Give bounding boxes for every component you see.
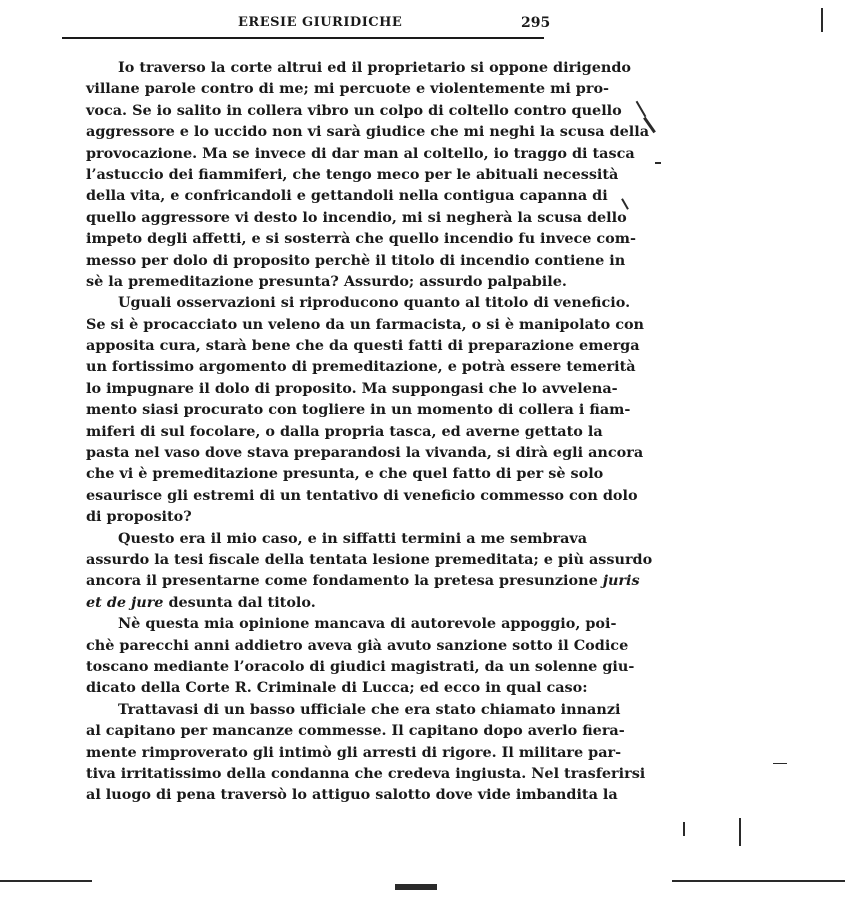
scan-mark xyxy=(773,763,787,764)
text-segment: di proposito? xyxy=(86,508,192,526)
page-number: 295 xyxy=(521,15,551,31)
text-segment: mento siasi procurato con togliere in un momento di collera i fiam- xyxy=(86,401,631,419)
text-segment: un fortissimo argomento di premeditazione, e potrà essere temerità xyxy=(86,358,636,376)
text-line xyxy=(86,421,603,442)
text-line xyxy=(86,784,618,805)
text-line xyxy=(86,143,635,164)
text-segment: Se si è procacciato un veleno da un farmacista, o si è manipolato con xyxy=(86,315,645,333)
text-segment: tiva irritatissimo della condanna che credeva ingiusta. Nel trasferirsi xyxy=(86,764,646,782)
text-line xyxy=(86,592,544,613)
text-segment: assurdo la tesi fiscale della tentata lesione premeditata; e più assurdo xyxy=(86,550,653,568)
text-segment: lo impugnare il dolo di proposito. Ma suppongasi che lo avvelena- xyxy=(86,379,618,397)
text-segment: Questo era il mio caso, e in siffatti termini a me sembrava xyxy=(118,529,588,547)
text-line xyxy=(86,100,622,121)
text-line xyxy=(86,292,631,313)
text-line xyxy=(86,528,588,549)
text-line xyxy=(86,78,610,99)
text-segment: chè parecchi anni addietro aveva già avuto sanzione sotto il Codice xyxy=(86,636,629,654)
text-line xyxy=(86,635,629,656)
text-segment: toscano mediante l’oracolo di giudici magistrati, da un solenne giu- xyxy=(86,657,635,675)
text-segment: mente rimproverato gli intimò gli arresti di rigore. Il militare par- xyxy=(86,743,622,761)
text-line xyxy=(86,228,636,249)
text-segment: l’astuccio dei fiammiferi, che tengo meco per le abituali necessità xyxy=(86,165,619,183)
text-line xyxy=(86,378,618,399)
text-segment: villane parole contro di me; mi percuote e violentemente mi pro- xyxy=(86,80,610,98)
text-line xyxy=(86,356,636,377)
text-segment: che vi è premeditazione presunta, e che quel fatto di per sè solo xyxy=(86,465,604,483)
text-line xyxy=(86,271,567,292)
italic-phrase: et de jure xyxy=(86,593,164,611)
text-line xyxy=(86,57,631,78)
bottom-edge-shadow xyxy=(672,880,845,882)
text-line xyxy=(86,207,627,228)
scan-mark xyxy=(655,162,661,164)
text-segment: provocazione. Ma se invece di dar man al coltello, io traggo di tasca xyxy=(86,144,635,162)
text-segment: della vita, e confricandoli e gettandoli nella contigua capanna di xyxy=(86,187,608,205)
text-line xyxy=(86,463,604,484)
text-line xyxy=(86,656,635,677)
body-text xyxy=(86,57,653,806)
text-line xyxy=(86,549,653,570)
text-segment: messo per dolo di proposito perchè il titolo di incendio contiene in xyxy=(86,251,626,269)
text-segment: desunta dal titolo. xyxy=(163,593,316,611)
text-line xyxy=(86,335,640,356)
text-segment: Io traverso la corte altrui ed il proprietario si oppone dirigendo xyxy=(118,59,631,76)
scan-mark xyxy=(739,818,741,846)
scan-mark xyxy=(683,822,685,836)
text-line xyxy=(86,720,625,741)
text-segment: dicato della Corte R. Criminale di Lucca; ed ecco in qual caso: xyxy=(86,679,588,697)
text-line xyxy=(86,677,588,698)
scan-mark xyxy=(821,8,823,32)
text-line xyxy=(86,742,622,763)
text-segment: al capitano per mancanze commesse. Il capitano dopo averlo fiera- xyxy=(86,722,625,740)
text-segment: al luogo di pena traversò lo attiguo salotto dove vide imbandita la xyxy=(86,786,618,804)
text-segment: sè la premeditazione presunta? Assurdo; assurdo palpabile. xyxy=(86,272,567,290)
text-segment: impeto degli affetti, e si sosterrà che quello incendio fu invece com- xyxy=(86,230,636,248)
text-line xyxy=(86,314,645,335)
text-line xyxy=(86,485,638,506)
text-line xyxy=(86,185,608,206)
text-segment: esaurisce gli estremi di un tentativo di veneficio commesso con dolo xyxy=(86,486,638,504)
text-line xyxy=(86,442,644,463)
text-line xyxy=(86,570,640,591)
text-segment: miferi di sul focolare, o dalla propria tasca, ed averne gettato la xyxy=(86,422,603,440)
text-line xyxy=(86,763,646,784)
text-segment: pasta nel vaso dove stava preparandosi la vivanda, si dirà egli ancora xyxy=(86,444,644,462)
text-segment: apposita cura, starà bene che da questi fatti di preparazione emerga xyxy=(86,337,640,355)
text-segment: Nè questa mia opinione mancava di autorevole appoggio, poi- xyxy=(118,615,617,633)
text-segment: voca. Se io salito in collera vibro un colpo di coltello contro quello xyxy=(86,101,622,119)
text-line xyxy=(86,613,617,634)
header-rule xyxy=(62,37,544,39)
text-segment: aggressore e lo uccido non vi sarà giudice che mi neghi la scusa della xyxy=(86,123,650,141)
text-segment: Trattavasi di un basso ufficiale che era stato chiamato innanzi xyxy=(118,700,621,718)
text-line xyxy=(86,121,650,142)
text-line xyxy=(86,164,619,185)
bottom-edge-shadow xyxy=(0,880,92,882)
bottom-edge-shadow xyxy=(395,884,437,890)
running-header-title: ERESIE GIURIDICHE xyxy=(238,15,403,30)
text-line xyxy=(86,506,544,527)
text-segment: Uguali osservazioni si riproducono quanto al titolo di veneficio. xyxy=(118,294,631,312)
italic-phrase: juris xyxy=(602,572,640,590)
text-line xyxy=(86,250,626,271)
scan-mark xyxy=(636,101,647,118)
text-segment: ancora il presentarne come fondamento la pretesa presunzione xyxy=(86,572,598,590)
text-segment: quello aggressore vi desto lo incendio, mi si negherà la scusa dello xyxy=(86,208,627,226)
text-line xyxy=(86,399,631,420)
text-line xyxy=(86,699,621,720)
